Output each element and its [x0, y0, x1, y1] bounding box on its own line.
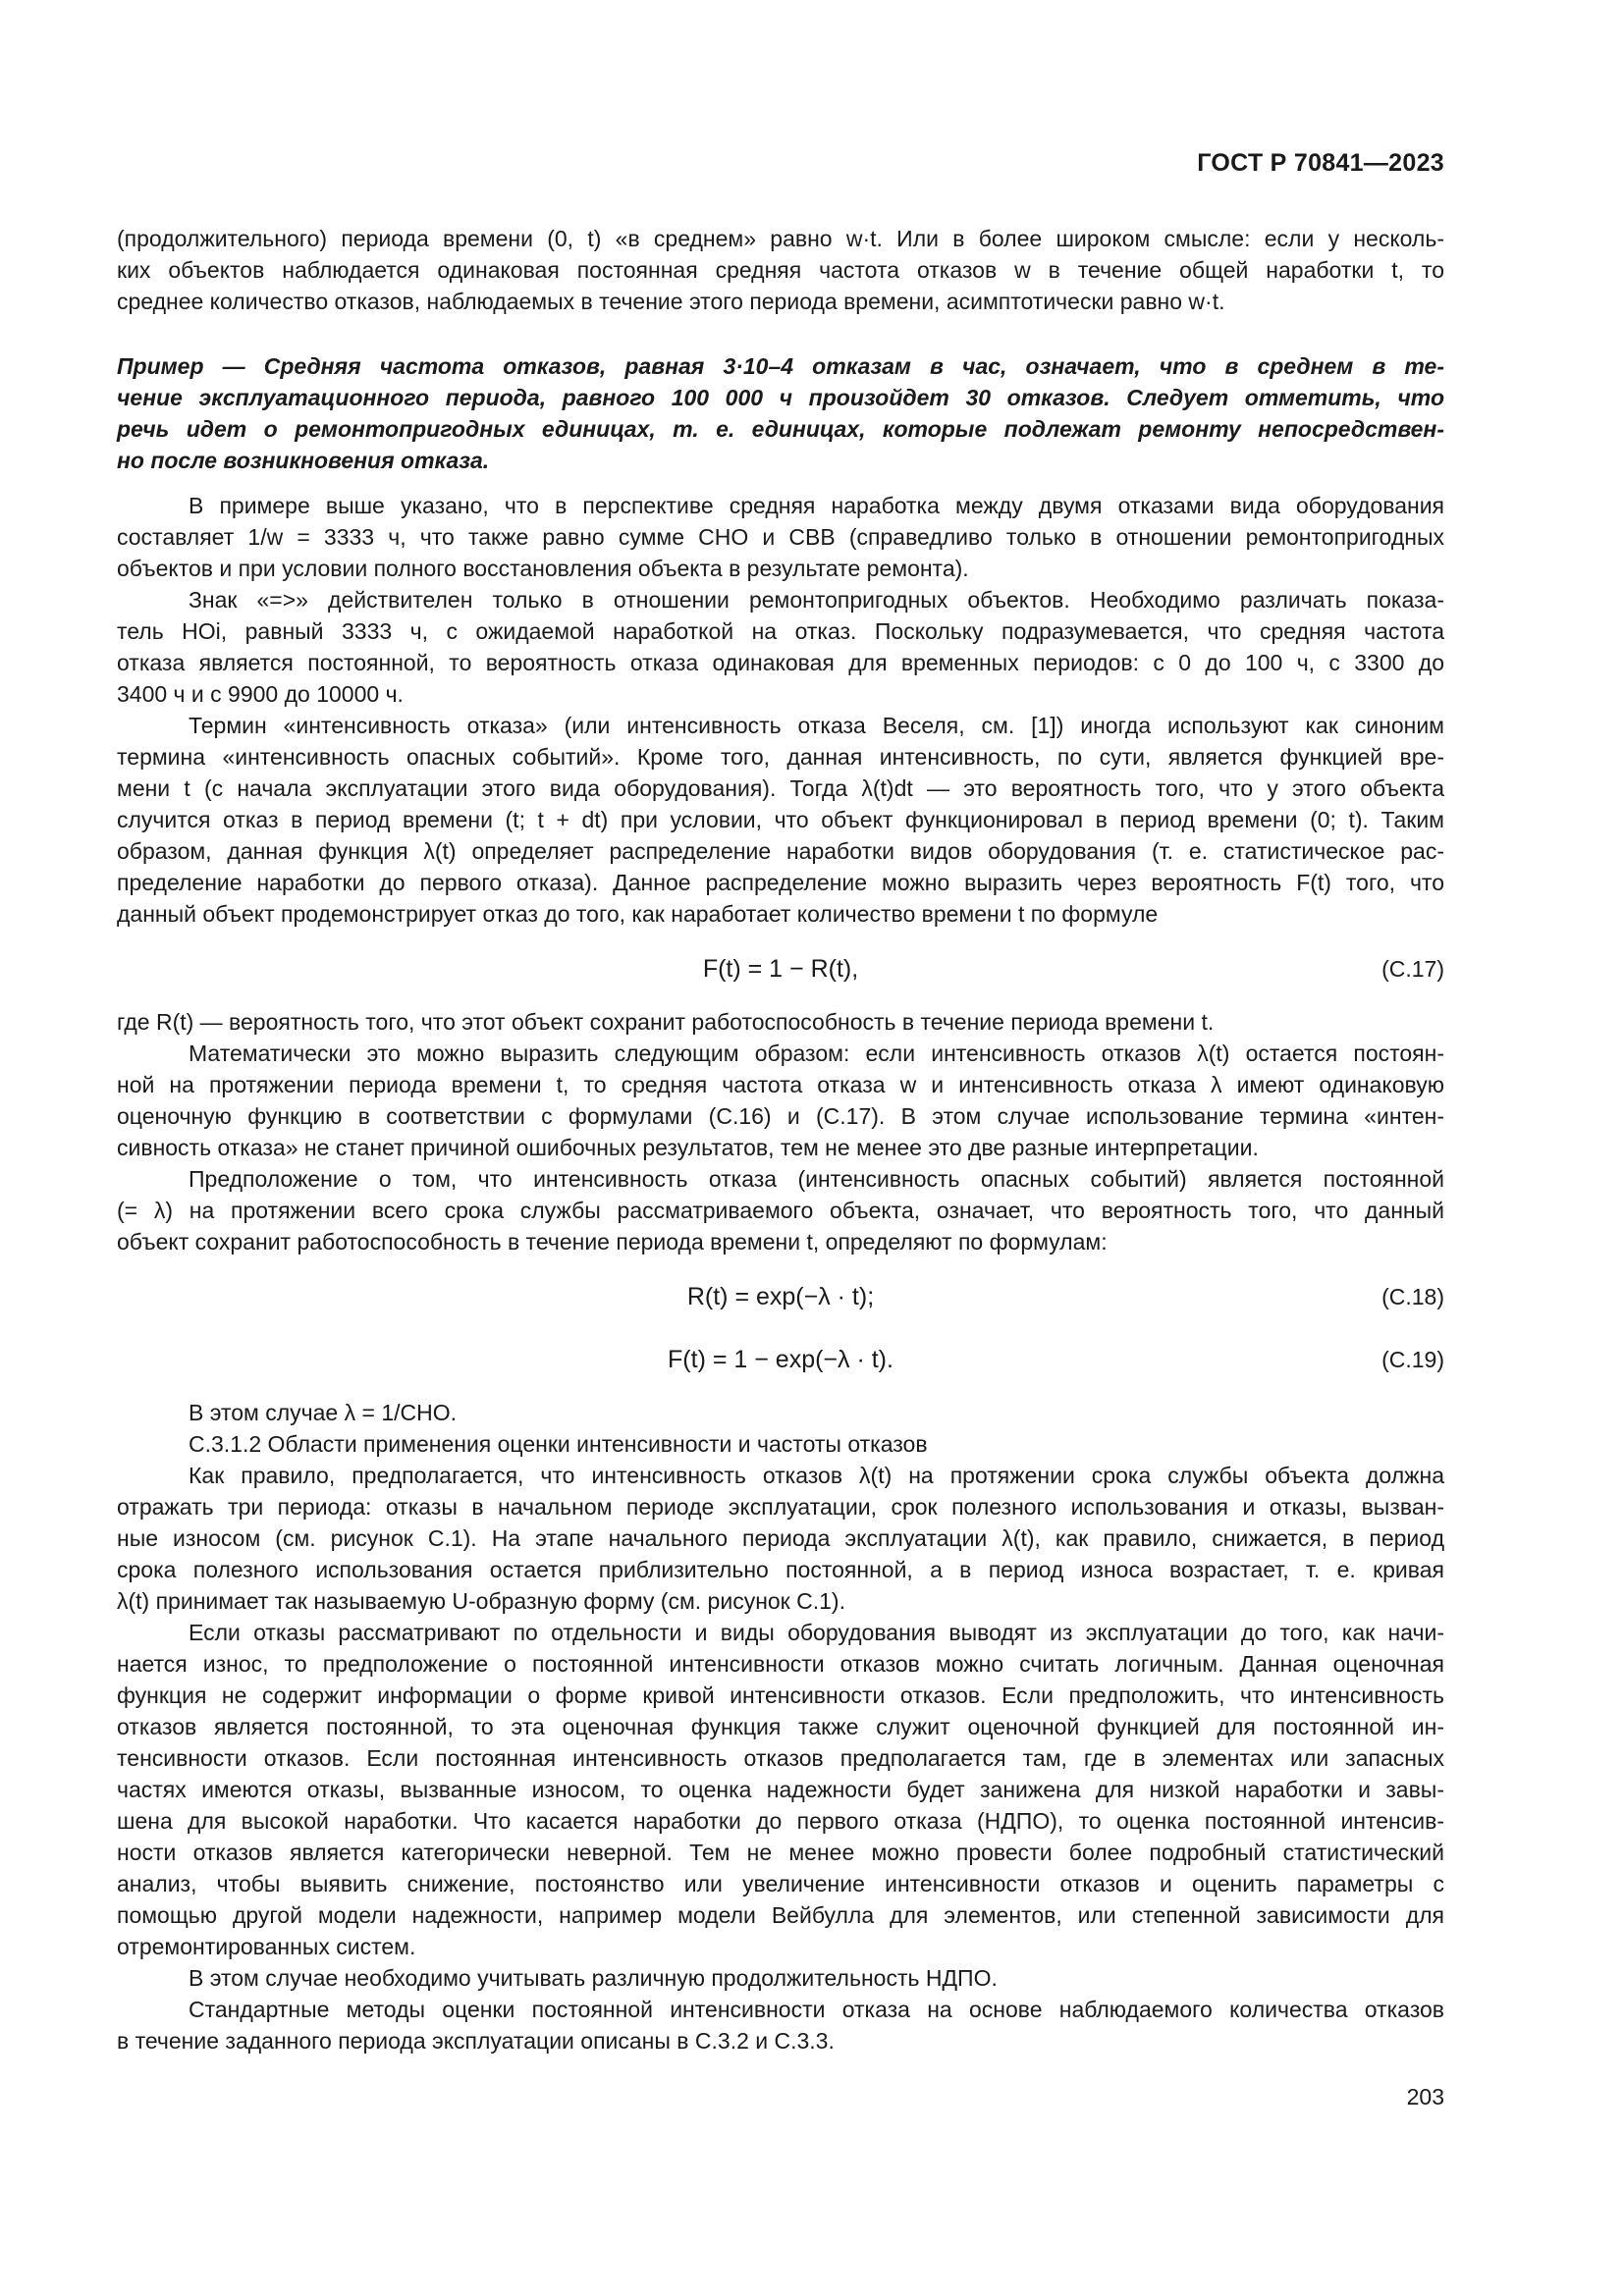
text-line: отражать три периода: отказы в начальном периоде эксплуатации, срок полезного использования и отказы, вызван- — [117, 1494, 1444, 1520]
formula-c18 — [117, 1271, 1444, 1324]
text-line: λ(t) принимает так называемую U-образную форму (см. рисунок С.1). — [117, 1588, 845, 1614]
text-line: (= λ) на протяжении всего срока службы рассматриваемого объекта, означает, что вероятность того, что данный — [117, 1198, 1444, 1223]
text-line: оценочную функцию в соответствии с формулами (С.16) и (С.17). В этом случае использование термина «интен- — [117, 1103, 1444, 1129]
text-line: образом, данная функция λ(t) определяет распределение наработки видов оборудования (т. е. статистическое рас- — [117, 838, 1444, 864]
text-line: речь идет о ремонтопригодных единицах, т. е. единицах, которые подлежат ремонту непосредствен- — [117, 416, 1444, 442]
text-line: (продолжительного) периода времени (0, t) «в среднем» равно w·t. Или в более широком смысле: если у несколь- — [117, 226, 1444, 251]
formula-c19 — [117, 1334, 1444, 1387]
text-line: данный объект продемонстрирует отказ до того, как наработает количество времени t по формуле — [117, 901, 1159, 927]
text-line: мени t (с начала эксплуатации этого вида оборудования). Тогда λ(t)dt — это вероятность того, что у этого объекта — [117, 775, 1444, 801]
text-line: Стандартные методы оценки постоянной интенсивности отказа на основе наблюдаемого количества отказов — [189, 1997, 1444, 2022]
text-line: Знак «=>» действителен только в отношении ремонтопригодных объектов. Необходимо различать показа- — [189, 587, 1444, 613]
formula-expression: F(t) = 1 − exp(−λ · t). — [668, 1346, 893, 1373]
section-heading — [117, 1428, 1444, 1460]
text-line: ких объектов наблюдается одинаковая постоянная средняя частота отказов w в течение общей наработки t, то — [117, 257, 1444, 283]
text-line: С.3.1.2 Области применения оценки интенсивности и частоты отказов — [189, 1431, 928, 1457]
text-line: в течение заданного периода эксплуатации описаны в С.3.2 и С.3.3. — [117, 2028, 835, 2054]
text-line: В этом случае λ = 1/СНО. — [189, 1400, 458, 1425]
page-number: 203 — [1406, 2084, 1444, 2109]
paragraph — [117, 1460, 1444, 1617]
text-line: тенсивности отказов. Если постоянная интенсивность отказов предполагается там, где в элементах или запасных — [117, 1745, 1444, 1771]
paragraph — [117, 490, 1444, 584]
text-line: частях имеются отказы, вызванные износом, то оценка надежности будет занижена для низкой наработки и завы- — [117, 1777, 1444, 1802]
formula-number: (С.19) — [1381, 1347, 1444, 1372]
paragraph — [117, 1617, 1444, 1962]
text-line: сивность отказа» не станет причиной ошибочных результатов, тем не менее это две разные интерпретации. — [117, 1135, 1259, 1160]
text-line: где R(t) — вероятность того, что этот объект сохранит работоспособность в течение периода времени t. — [117, 1009, 1215, 1035]
text-line: тель НОi, равный 3333 ч, с ожидаемой наработкой на отказ. Поскольку подразумевается, что средняя частота — [117, 618, 1444, 644]
text-line: В этом случае необходимо учитывать различную продолжительность НДПО. — [189, 1965, 998, 1991]
text-line: пределение наработки до первого отказа). Данное распределение можно выразить через вероятность F(t) того, что — [117, 870, 1444, 895]
example-note — [117, 350, 1444, 476]
text-line: ные износом (см. рисунок С.1). На этапе начального периода эксплуатации λ(t), как правило, снижается, в период — [117, 1525, 1444, 1551]
paragraph — [117, 1038, 1444, 1163]
formula-expression: F(t) = 1 − R(t), — [702, 955, 859, 983]
text-line: Пример — Средняя частота отказов, равная 3·10–4 отказам в час, означает, что в среднем в те- — [117, 353, 1444, 379]
text-line: В примере выше указано, что в перспективе средняя наработка между двумя отказами вида оборудования — [189, 493, 1444, 518]
text-line: случится отказ в период времени (t; t + dt) при условии, что объект функционировал в период времени (0; t). Таким — [117, 807, 1444, 832]
text-line: помощью другой модели надежности, например модели Вейбулла для элементов, или степенной зависимости для — [117, 1902, 1444, 1928]
text-line: ной на протяжении периода времени t, то средняя частота отказа w и интенсивность отказа λ имеют одинаковую — [117, 1072, 1444, 1097]
text-line: шена для высокой наработки. Что касается наработки до первого отказа (НДПО), то оценка постоянной интенсив- — [117, 1808, 1444, 1834]
text-line: отказа является постоянной, то вероятность отказа одинаковая для временных периодов: с 0 до 100 ч, с 3300 до — [117, 650, 1444, 675]
text-line: объектов и при условии полного восстановления объекта в результате ремонта). — [117, 556, 969, 581]
text-line: объект сохранит работоспособность в течение периода времени t, определяют по формулам: — [117, 1229, 1108, 1255]
document-header-id: ГОСТ Р 70841—2023 — [1197, 149, 1444, 177]
text-line: Предположение о том, что интенсивность отказа (интенсивность опасных событий) является постоянной — [189, 1166, 1444, 1192]
paragraph — [117, 1163, 1444, 1257]
text-line: Если отказы рассматривают по отдельности и виды оборудования выводят из эксплуатации до того, как начи- — [189, 1620, 1444, 1645]
text-line: ности отказов является категорически неверной. Тем не менее можно провести более подробный статистический — [117, 1840, 1444, 1865]
formula-c17 — [117, 943, 1444, 996]
text-line: отремонтированных систем. — [117, 1934, 416, 1959]
text-line: срока полезного использования остается приблизительно постоянной, а в период износа возрастает, т. е. кривая — [117, 1557, 1444, 1582]
paragraph — [117, 1962, 1444, 1994]
text-line: Как правило, предполагается, что интенсивность отказов λ(t) на протяжении срока службы объекта должна — [189, 1463, 1444, 1488]
formula-number: (С.17) — [1381, 956, 1444, 982]
text-line: среднее количество отказов, наблюдаемых в течение этого периода времени, асимптотически равно w·t. — [117, 289, 1225, 314]
document-page — [117, 0, 1444, 2296]
paragraph — [117, 223, 1444, 317]
text-line: но после возникновения отказа. — [117, 448, 490, 473]
paragraph — [117, 584, 1444, 710]
paragraph — [117, 710, 1444, 930]
text-line: 3400 ч и с 9900 до 10000 ч. — [117, 681, 404, 707]
text-line: нается износ, то предположение о постоянной интенсивности отказов можно считать логичным. Данная оценочная — [117, 1651, 1444, 1677]
text-line: составляет 1/w = 3333 ч, что также равно сумме СНО и СВВ (справедливо только в отношении ремонтопригодных — [117, 524, 1444, 550]
text-line: анализ, чтобы выявить снижение, постоянство или увеличение интенсивности отказов и оценить параметры с — [117, 1871, 1444, 1896]
formula-expression: R(t) = exp(−λ · t); — [686, 1283, 875, 1310]
text-line: Термин «интенсивность отказа» (или интенсивность отказа Веселя, см. [1]) иногда используют как синоним — [189, 713, 1444, 738]
paragraph — [117, 1397, 1444, 1428]
text-line: отказов является постоянной, то эта оценочная функция также служит оценочной функцией для постоянной ин- — [117, 1714, 1444, 1739]
formula-number: (С.18) — [1381, 1284, 1444, 1309]
paragraph — [117, 1994, 1444, 2056]
document-body — [117, 223, 1444, 2056]
text-line: чение эксплуатационного периода, равного 100 000 ч произойдет 30 отказов. Следует отметить, что — [117, 385, 1444, 410]
text-line: функция не содержит информации о форме кривой интенсивности отказов. Если предположить, что интенсивность — [117, 1682, 1444, 1708]
paragraph — [117, 1006, 1444, 1038]
text-line: Математически это можно выразить следующим образом: если интенсивность отказов λ(t) остается постоян- — [189, 1041, 1444, 1066]
text-line: термина «интенсивность опасных событий». Кроме того, данная интенсивность, по сути, является функцией вре- — [117, 744, 1444, 770]
